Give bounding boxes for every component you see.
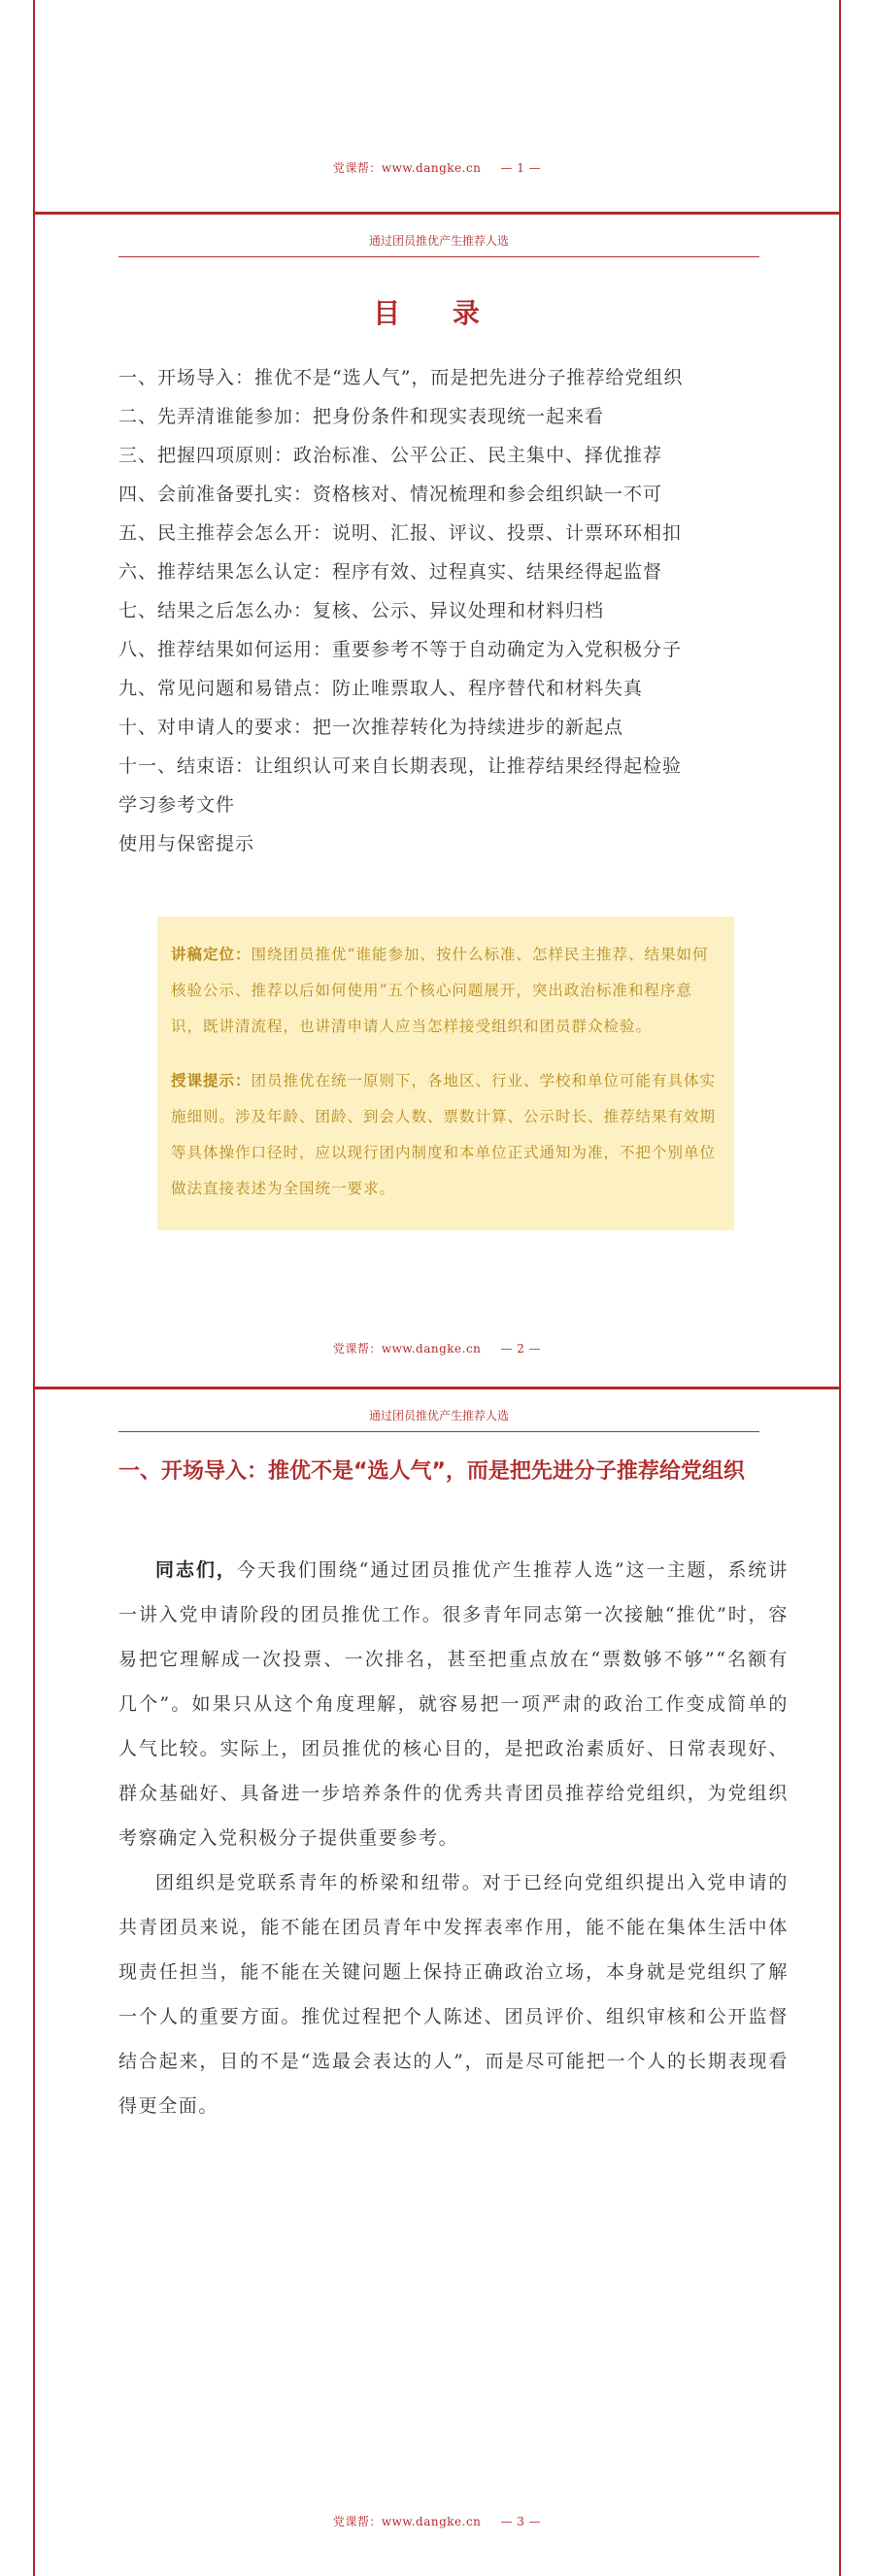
toc-item[interactable]: 一、开场导入：推优不是“选人气”，而是把先进分子推荐给党组织 (118, 367, 684, 388)
toc-item[interactable]: 学习参考文件 (118, 794, 236, 816)
page-footer (35, 159, 839, 176)
toc-item[interactable]: 六、推荐结果怎么认定：程序有效、过程真实、结果经得起监督 (118, 561, 663, 583)
page-footer (35, 2513, 839, 2529)
toc-item[interactable]: 七、结果之后怎么办：复核、公示、异议处理和材料归档 (118, 600, 605, 621)
note-positioning-label: 讲稿定位： (171, 945, 252, 963)
paragraph-text: 今天我们围绕“通过团员推优产生推荐人选”这一主题，系统讲一讲入党申请阶段的团员推优工作。很多青年同志第一次接触“推优”时，容易把它理解成一次投票、一次排名，甚至把重点放在“票数够不够”“名额有几个”。如果只从这个角度理解，就容易把一项严肃的政治工作变成简单的人气比较。实际上，团员推优的核心目的，是把政治素质好、日常表现好、群众基础好、具备进一步培养条件的优秀共青团员推荐给党组织，为党组织考察确定入党积极分子提供重要参考。 (118, 1559, 789, 1849)
toc-item[interactable]: 八、推荐结果如何运用：重要参考不等于自动确定为入党积极分子 (118, 639, 683, 660)
toc-item[interactable]: 十、对申请人的要求：把一次推荐转化为持续进步的新起点 (118, 717, 624, 738)
toc-item[interactable]: 九、常见问题和易错点：防止唯票取人、程序替代和材料失真 (118, 678, 644, 699)
footer-site: 党课帮：www.dangke.cn (332, 1342, 482, 1355)
toc-item[interactable]: 四、会前准备要扎实：资格核对、情况梳理和参会组织缺一不可 (118, 484, 663, 505)
page-number: — 2 — (500, 1342, 542, 1355)
toc-item[interactable]: 三、把握四项原则：政治标准、公平公正、民主集中、择优推荐 (118, 445, 663, 466)
lecture-note-box (157, 917, 734, 1230)
toc-item[interactable]: 十一、结束语：让组织认可来自长期表现，让推荐结果经得起检验 (118, 755, 683, 777)
footer-site: 党课帮：www.dangke.cn (332, 161, 482, 175)
toc-title: 目 录 (373, 297, 501, 329)
page-number: — 1 — (500, 161, 542, 175)
toc-item[interactable]: 使用与保密提示 (118, 833, 255, 854)
body-paragraph (118, 1548, 789, 1860)
toc-item[interactable]: 五、民主推荐会怎么开：说明、汇报、评议、投票、计票环环相扣 (118, 522, 683, 544)
toc-list (118, 358, 779, 863)
section-body (118, 1548, 789, 2128)
footer-site: 党课帮：www.dangke.cn (332, 2515, 482, 2528)
page-2 (33, 215, 841, 1387)
running-header: 通过团员推优产生推荐人选 (118, 232, 759, 257)
note-positioning (171, 936, 721, 1045)
page-number: — 3 — (500, 2515, 542, 2528)
note-tips (171, 1062, 721, 1207)
page-1 (33, 0, 841, 212)
note-positioning-text: 围绕团员推优“谁能参加、按什么标准、怎样民主推荐、结果如何核验公示、推荐以后如何使用”五个核心问题展开，突出政治标准和程序意识，既讲清流程，也讲清申请人应当怎样接受组织和团员群众检验。 (171, 946, 709, 1035)
page-3 (33, 1389, 841, 2576)
note-tips-text: 团员推优在统一原则下，各地区、行业、学校和单位可能有具体实施细则。涉及年龄、团龄、到会人数、票数计算、公示时长、推荐结果有效期等具体操作口径时，应以现行团内制度和本单位正式通知为准，不把个别单位做法直接表述为全国统一要求。 (171, 1072, 717, 1197)
paragraph-lead: 同志们， (155, 1559, 237, 1581)
running-header: 通过团员推优产生推荐人选 (118, 1407, 759, 1432)
note-tips-label: 授课提示： (171, 1071, 252, 1089)
section-heading: 一、开场导入：推优不是“选人气”，而是把先进分子推荐给党组织 (118, 1459, 745, 1484)
body-paragraph: 团组织是党联系青年的桥梁和纽带。对于已经向党组织提出入党申请的共青团员来说，能不能在团员青年中发挥表率作用，能不能在集体生活中体现责任担当，能不能在关键问题上保持正确政治立场，本身就是党组织了解一个人的重要方面。推优过程把个人陈述、团员评价、组织审核和公开监督结合起来，目的不是“选最会表达的人”，而是尽可能把一个人的长期表现看得更全面。 (118, 1872, 789, 2117)
page-footer (35, 1340, 839, 1356)
toc-item[interactable]: 二、先弄清谁能参加：把身份条件和现实表现统一起来看 (118, 406, 605, 427)
